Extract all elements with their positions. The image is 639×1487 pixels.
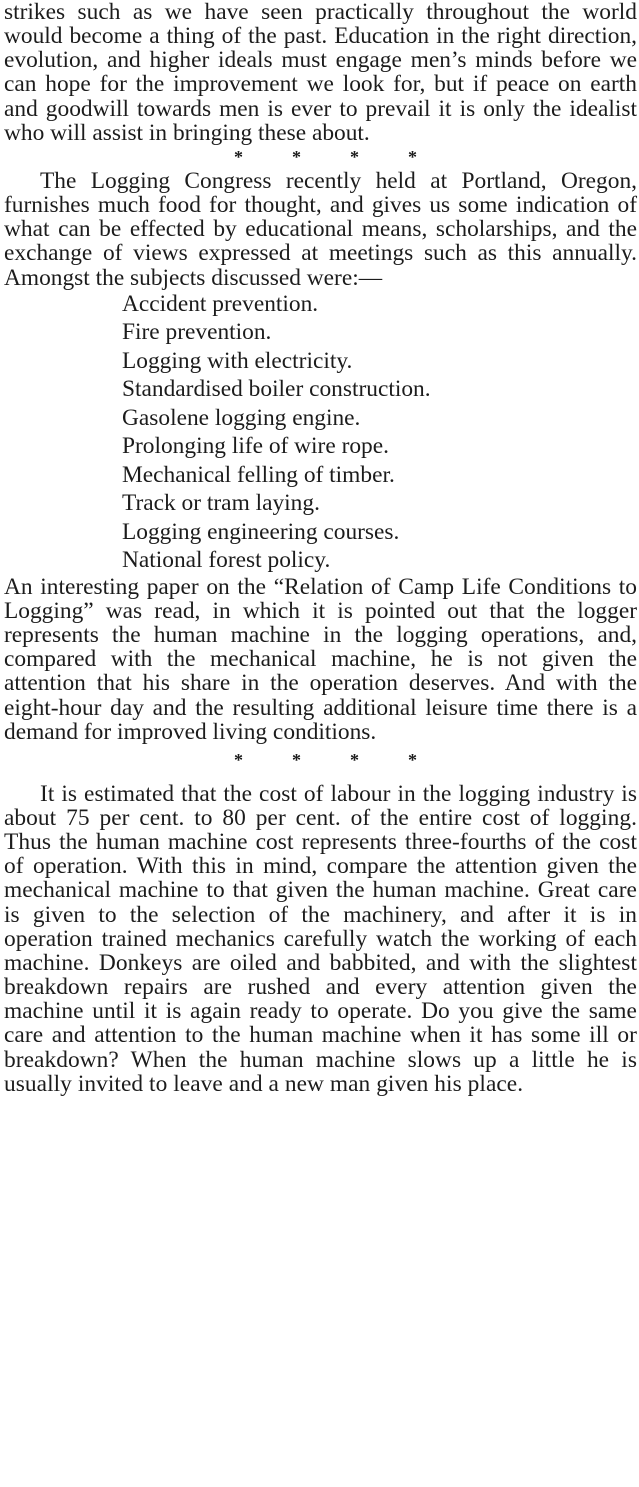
paragraph-camp-life: An interesting paper on the “Relation of Camp Life Conditions to Logging” was read, in which it is pointed out that the logger represents the human machine in the logging operations, and, compared with the mechanical machine, he is not given the attention that his share in the operation deserves. And with the eight-hour day and the resulting additional leisure time there is a demand for improved living conditions.	[4, 573, 637, 745]
paragraph-logging-congress: The Logging Congress recently held at Portland, Oregon, furnishes much food for thought, and gives us some indication of what can be effected by educational means, scholarships, and the exchange of views expressed at meetings such as this annually. Amongst the subjects discussed were:—	[4, 167, 637, 291]
list-item: Fire prevention.	[122, 319, 272, 346]
section-separator-1	[4, 145, 637, 169]
separator-star: *	[292, 146, 301, 167]
separator-star: *	[234, 146, 243, 167]
list-item: National forest policy.	[122, 547, 331, 574]
paragraph-strikes: strikes such as we have seen practically throughout the world would become a thing of the past. Education in the right direction, evolution, and higher ideals must engage men’s minds before we can hope for the improvement we look for, but if peace on earth and goodwill towards men is ever to prevail it is only the idealist who will assist in bringing these about.	[4, 0, 637, 146]
list-item: Logging with electricity.	[122, 347, 353, 374]
subjects-list	[4, 290, 637, 575]
list-item: Gasolene logging engine.	[122, 404, 361, 431]
separator-star: *	[408, 749, 417, 770]
section-separator-2	[4, 748, 637, 772]
list-item: Accident prevention.	[122, 290, 319, 317]
separator-star: *	[234, 749, 243, 770]
list-item: Track or tram laying.	[122, 490, 320, 517]
list-item: Standardised boiler construction.	[122, 376, 431, 403]
separator-star: *	[292, 749, 301, 770]
separator-star: *	[350, 749, 359, 770]
separator-star: *	[408, 146, 417, 167]
separator-star: *	[350, 146, 359, 167]
list-item: Logging engineering courses.	[122, 518, 400, 545]
list-item: Prolonging life of wire rope.	[122, 433, 389, 460]
list-item: Mechanical felling of timber.	[122, 461, 395, 488]
paragraph-labour-cost: It is estimated that the cost of labour in the logging industry is about 75 per cent. to 80 per cent. of the entire cost of logging. Thus the human machine cost represents three-fourths of the cost of operation. With this in mind, compare the attention given the mechanical machine to that given the human machine. Great care is given to the selection of the machinery, and after it is in operation trained mechanics carefully watch the working of each machine. Donkeys are oiled and babbited, and with the slightest breakdown repairs are rushed and every attention given the machine until it is again ready to operate. Do you give the same care and attention to the human machine when it has some ill or breakdown? When the human machine slows up a little he is usually invited to leave and a new man given his place.	[4, 780, 637, 1097]
article-column	[4, 0, 637, 1096]
